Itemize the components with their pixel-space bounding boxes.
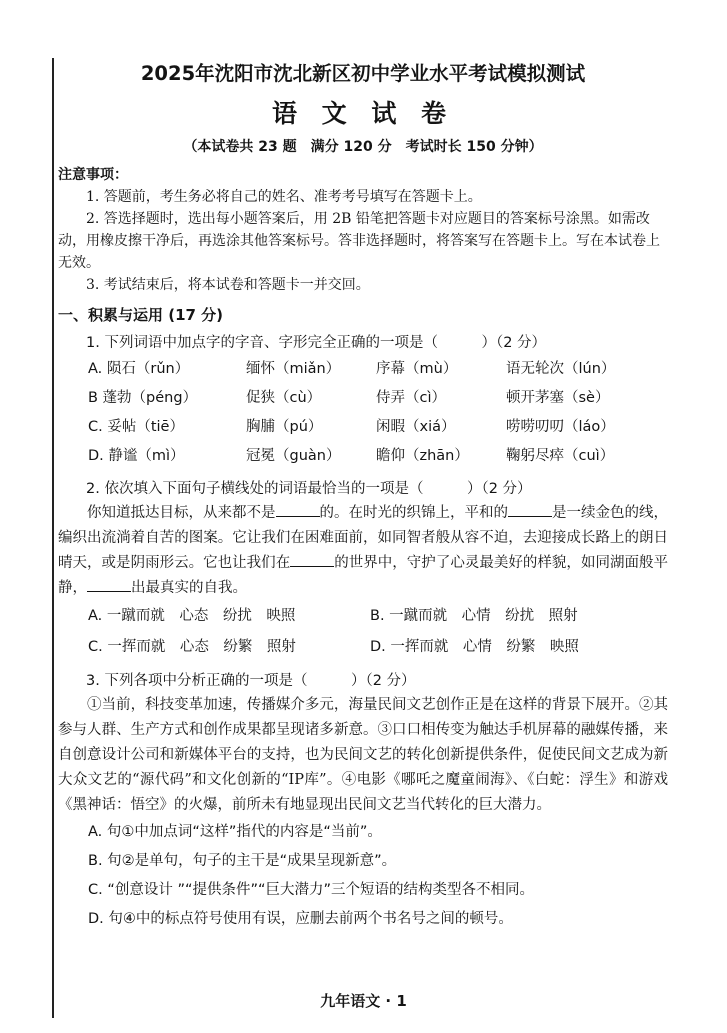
question-2-options [58, 601, 668, 663]
exam-info: （本试卷共 23 题 满分 120 分 考试时长 150 分钟） [183, 139, 543, 155]
note-item: 3. 考试结束后，将本试卷和答题卡一并交回。 [86, 277, 370, 293]
option-b: B. 一蹴而就 心情 纷扰 照射 [370, 608, 578, 624]
option-c: C. “创意设计 ”“提供条件”“巨大潜力”三个短语的结构类型各不相同。 [88, 882, 535, 898]
page-footer: 九年语文 · 1 [320, 992, 407, 1010]
passage-text: 出最真实的自我。 [131, 580, 247, 596]
option-cell: 鞠躬尽瘁（cuì） [506, 448, 615, 464]
option-cell: 顿开茅塞（sè） [506, 390, 610, 406]
exam-title: 2025年沈阳市沈北新区初中学业水平考试模拟测试 [140, 62, 586, 85]
option-cell: 促狭（cù） [246, 390, 322, 406]
option-cell: A. 陨石（rǔn） [88, 361, 190, 377]
option-cell: 胸脯（pú） [246, 419, 323, 435]
option-cell: C. 妥帖（tiē） [88, 419, 184, 435]
fill-blank [87, 577, 131, 592]
passage-text: 的世界中，守护了心灵最美好的样貌，如同湖面般平静， [58, 555, 669, 596]
option-cell: 瞻仰（zhān） [376, 448, 469, 464]
option-a: A. 一蹴而就 心态 纷扰 映照 [88, 608, 296, 624]
option-cell: 侍弄（cì） [376, 390, 447, 406]
exam-subject: 语 文 试 卷 [271, 99, 455, 128]
question-1-stem: 1. 下列词语中加点字的字音、字形完全正确的一项是（ ）（2 分） [86, 335, 547, 351]
question-3-stem: 3. 下列各项中分析正确的一项是（ ）（2 分） [86, 673, 416, 689]
option-d: D. 句④中的标点符号使用有误，应删去前两个书名号之间的顿号。 [88, 911, 513, 927]
option-cell: 语无轮次（lún） [506, 361, 616, 377]
binding-margin-line [52, 58, 54, 1018]
passage-text: 是一续金色的线，编织出流淌着自苦的图案。它让我们在困难面前，如同智者般从容不迫，去迎接成长路上的朗日晴天，或是阴雨形云。它也让我们在 [58, 505, 668, 571]
option-cell: B 蓬勃（péng） [88, 390, 198, 406]
exam-page [58, 52, 668, 934]
passage-text: 的。在时光的织锦上，平和的 [319, 505, 508, 521]
passage-text: 你知道抵达目标，从来都不是 [87, 505, 276, 521]
section-heading: 一、积累与运用 (17 分) [58, 306, 224, 324]
question-2-stem: 2. 依次填入下面句子横线处的词语最恰当的一项是（ ）（2 分） [86, 481, 532, 497]
notes-heading: 注意事项： [58, 167, 128, 183]
option-cell: 序幕（mù） [376, 361, 458, 377]
option-cell: 冠冕（guàn） [246, 448, 341, 464]
option-cell: 唠唠叨叨（láo） [506, 419, 615, 435]
fill-blank [276, 502, 320, 517]
option-d: D. 一挥而就 心情 纷繁 映照 [370, 639, 579, 655]
question-1-options [58, 355, 668, 471]
option-b: B. 句②是单句，句子的主干是“成果呈现新意”。 [88, 853, 397, 869]
fill-blank [290, 552, 334, 567]
question-2-passage [58, 501, 668, 601]
option-cell: D. 静谧（mì） [88, 448, 185, 464]
option-cell: 闲暇（xiá） [376, 419, 456, 435]
fill-blank [508, 502, 552, 517]
note-item: 2. 答选择题时，选出每小题答案后，用 2B 铅笔把答题卡对应题目的答案标号涂黑。如需改动，用橡皮擦干净后，再选涂其他答案标号。答非选择题时，将答案写在答题卡上。写在本试卷上无效。 [58, 211, 660, 271]
option-cell: 缅怀（miǎn） [246, 361, 341, 377]
option-c: C. 一挥而就 心态 纷繁 照射 [88, 639, 296, 655]
note-item: 1. 答题前，考生务必将自己的姓名、准考考号填写在答题卡上。 [86, 189, 482, 205]
option-a: A. 句①中加点词“这样”指代的内容是“当前”。 [88, 824, 382, 840]
question-3-passage: ①当前，科技变革加速，传播媒介多元，海量民间文艺创作正是在这样的背景下展开。②其参与人群、生产方式和创作成果都呈现诸多新意。③口口相传变为触达手机屏幕的融媒传播，来自创意设计公司和新媒体平台的支持，也为民间文艺的转化创新提供条件，促使民间文艺成为新大众文艺的“源代码”和文化创新的“IP库”。④电影《哪吒之魔童闹海》、《白蛇：浮生》和游戏《黑神话：悟空》的火爆，前所未有地显现出民间文艺当代转化的巨大潜力。 [58, 697, 668, 813]
